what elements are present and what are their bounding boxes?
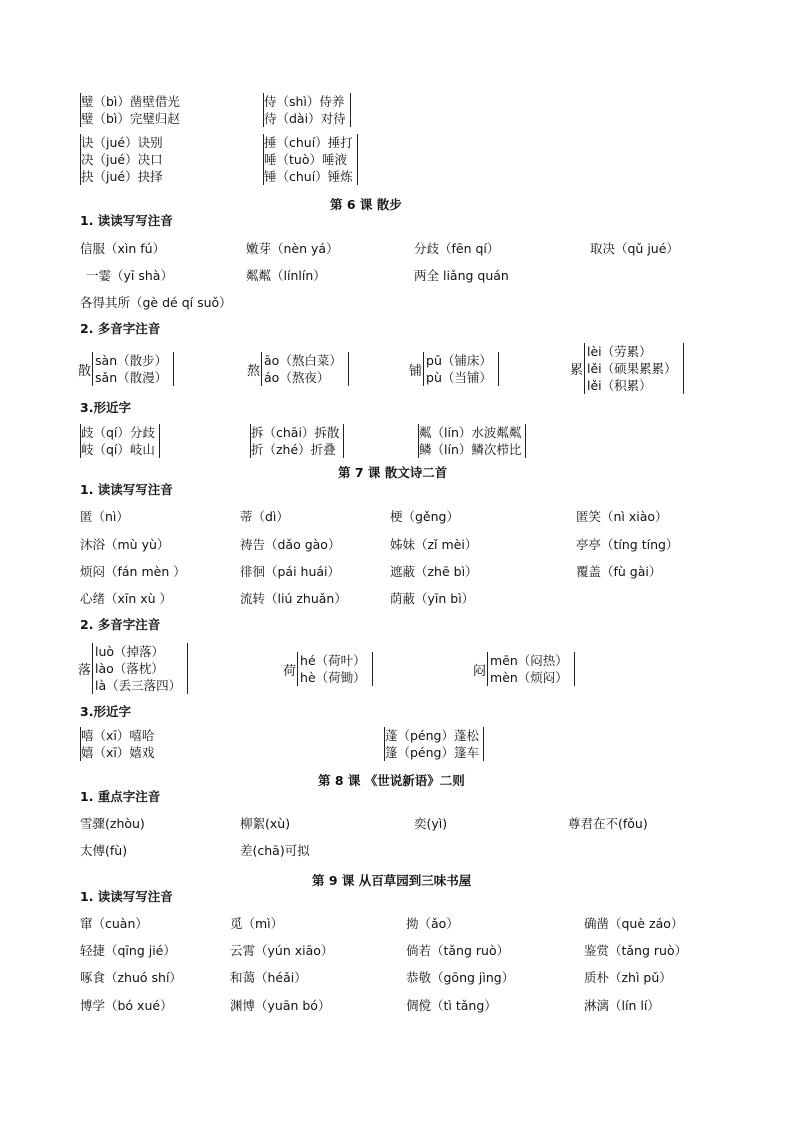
reading: hé（荷叶） xyxy=(300,653,366,668)
lesson8-section-1: 1. 重点字注音 xyxy=(80,789,161,804)
word-item: 雪骤(zhòu) xyxy=(80,816,145,831)
reading: āo（熬白菜） xyxy=(264,353,342,368)
word-item: 嫩芽（nèn yá） xyxy=(246,241,339,256)
polyphone-readings xyxy=(487,652,575,686)
polyphone-char: 铺 xyxy=(409,363,423,379)
lesson6-section-1: 1. 读读写写注音 xyxy=(80,213,173,228)
similar-item: 璧（bì）凿壁借光 xyxy=(81,94,180,109)
lesson6-title: 第 6 课 散步 xyxy=(330,197,402,212)
word-item: 差(chā)可拟 xyxy=(240,843,310,858)
word-item: 祷告（dǎo gào） xyxy=(240,537,341,552)
word-item: 流转（liú zhuǎn） xyxy=(240,591,347,606)
similar-item: 鳞（lín）鳞次栉比 xyxy=(419,442,522,457)
similar-item: 璧（bì）完璧归赵 xyxy=(81,111,180,126)
word-item: 渊博（yuān bó） xyxy=(230,998,331,1013)
word-item: 梗（gěng） xyxy=(390,509,459,524)
word-item: 轻捷（qīng jié） xyxy=(80,943,176,958)
similar-item: 折（zhé）折叠 xyxy=(251,442,336,457)
word-item: 啄食（zhuó shí） xyxy=(80,970,182,985)
lesson6-section-2: 2. 多音字注音 xyxy=(80,321,161,336)
word-item: 云霄（yún xiāo） xyxy=(230,943,334,958)
similar-group-chai-zhe xyxy=(250,424,344,458)
word-item: 质朴（zhì pǔ） xyxy=(584,970,672,985)
polyphone-luo xyxy=(78,643,188,694)
word-item: 蒂（dì） xyxy=(240,509,289,524)
word-item: 尊君在不(fǒu) xyxy=(568,816,648,831)
word-item: 匿笑（nì xiào） xyxy=(576,509,668,524)
polyphone-lei xyxy=(570,343,684,394)
word-item: 覆盖（fù gài） xyxy=(576,564,662,579)
word-item: 烦闷（fán mèn ） xyxy=(80,564,186,579)
reading: là（丢三落四） xyxy=(95,678,182,693)
polyphone-he xyxy=(283,652,373,686)
word-item: 沐浴（mù yù） xyxy=(80,537,170,552)
lesson7-section-2: 2. 多音字注音 xyxy=(80,617,161,632)
polyphone-readings xyxy=(297,652,373,686)
word-item: 分歧（fēn qí） xyxy=(414,241,500,256)
word-item: 奕(yì) xyxy=(414,816,448,831)
polyphone-readings xyxy=(92,643,188,694)
lesson9-section-1: 1. 读读写写注音 xyxy=(80,889,173,904)
similar-item: 诀（jué）诀别 xyxy=(81,135,163,150)
polyphone-readings xyxy=(584,343,684,394)
reading: pù（当铺） xyxy=(426,370,492,385)
polyphone-char: 荷 xyxy=(283,663,297,679)
polyphone-san xyxy=(78,352,174,386)
reading: mèn（烦闷） xyxy=(490,670,568,685)
similar-item: 岐（qí）岐山 xyxy=(81,442,155,457)
similar-item: 歧（qí）分歧 xyxy=(81,425,155,440)
word-item: 恭敬（gōng jìng） xyxy=(406,970,515,985)
polyphone-ao xyxy=(247,352,349,386)
word-item: 拗（ǎo） xyxy=(406,916,459,931)
similar-group-bi xyxy=(80,93,180,127)
reading: lèi（劳累） xyxy=(587,344,652,359)
lesson9-title: 第 9 课 从百草园到三味书屋 xyxy=(312,873,472,888)
word-item: 取决（qǔ jué） xyxy=(590,241,679,256)
polyphone-char: 熬 xyxy=(247,363,261,379)
lesson6-section-3: 3.形近字 xyxy=(80,400,131,415)
reading: lào（落枕） xyxy=(95,661,164,676)
similar-item: 蓬（péng）蓬松 xyxy=(385,728,479,743)
lesson7-section-3: 3.形近字 xyxy=(80,704,131,719)
word-item: 倘若（tǎng ruò） xyxy=(406,943,510,958)
word-item: 和蔼（héǎi） xyxy=(230,970,307,985)
word-item: 匿（nì） xyxy=(80,509,129,524)
word-item: 淋漓（lín lí） xyxy=(584,998,660,1013)
similar-item: 嬉（xī）嬉戏 xyxy=(81,745,155,760)
word-item: 信服（xìn fú） xyxy=(80,241,166,256)
similar-item: 锤（chuí）锤炼 xyxy=(264,169,353,184)
similar-item: 捶（chuí）捶打 xyxy=(264,135,353,150)
similar-item: 篷（péng）篷车 xyxy=(385,745,479,760)
word-item: 各得其所（gè dé qí suǒ） xyxy=(80,295,232,310)
reading: áo（熬夜） xyxy=(264,370,330,385)
similar-item: 唾（tuò）唾液 xyxy=(264,152,347,167)
polyphone-pu xyxy=(409,352,499,386)
lesson7-title: 第 7 课 散文诗二首 xyxy=(338,465,448,480)
reading: lěi（积累） xyxy=(587,378,652,393)
polyphone-men xyxy=(473,652,575,686)
similar-group-chui xyxy=(263,134,358,185)
reading: luò（掉落） xyxy=(95,644,165,659)
reading: hè（荷锄） xyxy=(300,670,366,685)
similar-item: 粼（lín）水波粼粼 xyxy=(419,425,522,440)
similar-group-peng xyxy=(384,727,484,761)
polyphone-char: 落 xyxy=(78,663,92,678)
word-item: 亭亭（tíng tíng） xyxy=(576,537,679,552)
polyphone-readings xyxy=(92,352,174,386)
reading: sǎn（散漫） xyxy=(95,370,168,385)
reading: sàn（散步） xyxy=(95,353,168,368)
similar-item: 侍（shì）侍养 xyxy=(264,94,345,109)
word-item: 确凿（què záo） xyxy=(584,916,684,931)
similar-group-jue xyxy=(80,134,163,185)
word-item: 姊妹（zǐ mèi） xyxy=(390,537,478,552)
word-item: 柳絮(xù) xyxy=(240,816,291,831)
word-item: 博学（bó xué） xyxy=(80,998,173,1013)
word-item: 窜（cuàn） xyxy=(80,916,148,931)
word-item: 粼粼（línlín） xyxy=(246,268,326,283)
word-item: 倜傥（tì tǎng） xyxy=(406,998,497,1013)
similar-group-qi xyxy=(80,424,160,458)
word-item: 徘徊（pái huái） xyxy=(240,564,341,579)
word-item: 觅（mì） xyxy=(230,916,284,931)
polyphone-char: 闷 xyxy=(473,663,487,679)
similar-group-shi-dai xyxy=(263,93,351,127)
polyphone-char: 累 xyxy=(570,363,584,378)
word-item: 太傅(fù) xyxy=(80,843,128,858)
polyphone-readings xyxy=(261,352,349,386)
lesson7-section-1: 1. 读读写写注音 xyxy=(80,482,173,497)
reading: lěi（硕果累累） xyxy=(587,361,677,376)
reading: mēn（闷热） xyxy=(490,653,568,668)
similar-item: 抉（jué）抉择 xyxy=(81,169,163,184)
lesson8-title: 第 8 课 《世说新语》二则 xyxy=(318,773,465,788)
word-item: 两全 liǎng quán xyxy=(414,268,509,283)
similar-item: 嘻（xī）嘻哈 xyxy=(81,728,155,743)
similar-item: 拆（chāi）拆散 xyxy=(251,425,340,440)
word-item: 一霎（yī shà） xyxy=(86,268,173,283)
similar-item: 决（jué）决口 xyxy=(81,152,163,167)
word-item: 心绪（xīn xù ） xyxy=(80,591,173,606)
similar-group-xi xyxy=(80,727,154,761)
polyphone-readings xyxy=(423,352,499,386)
similar-item: 待（dài）对待 xyxy=(264,111,346,126)
word-item: 遮蔽（zhē bì） xyxy=(390,564,478,579)
word-item: 荫蔽（yīn bì） xyxy=(390,591,475,606)
word-item: 鉴赏（tǎng ruò） xyxy=(584,943,688,958)
polyphone-char: 散 xyxy=(78,363,92,379)
reading: pū（铺床） xyxy=(426,353,492,368)
similar-group-lin xyxy=(418,424,526,458)
